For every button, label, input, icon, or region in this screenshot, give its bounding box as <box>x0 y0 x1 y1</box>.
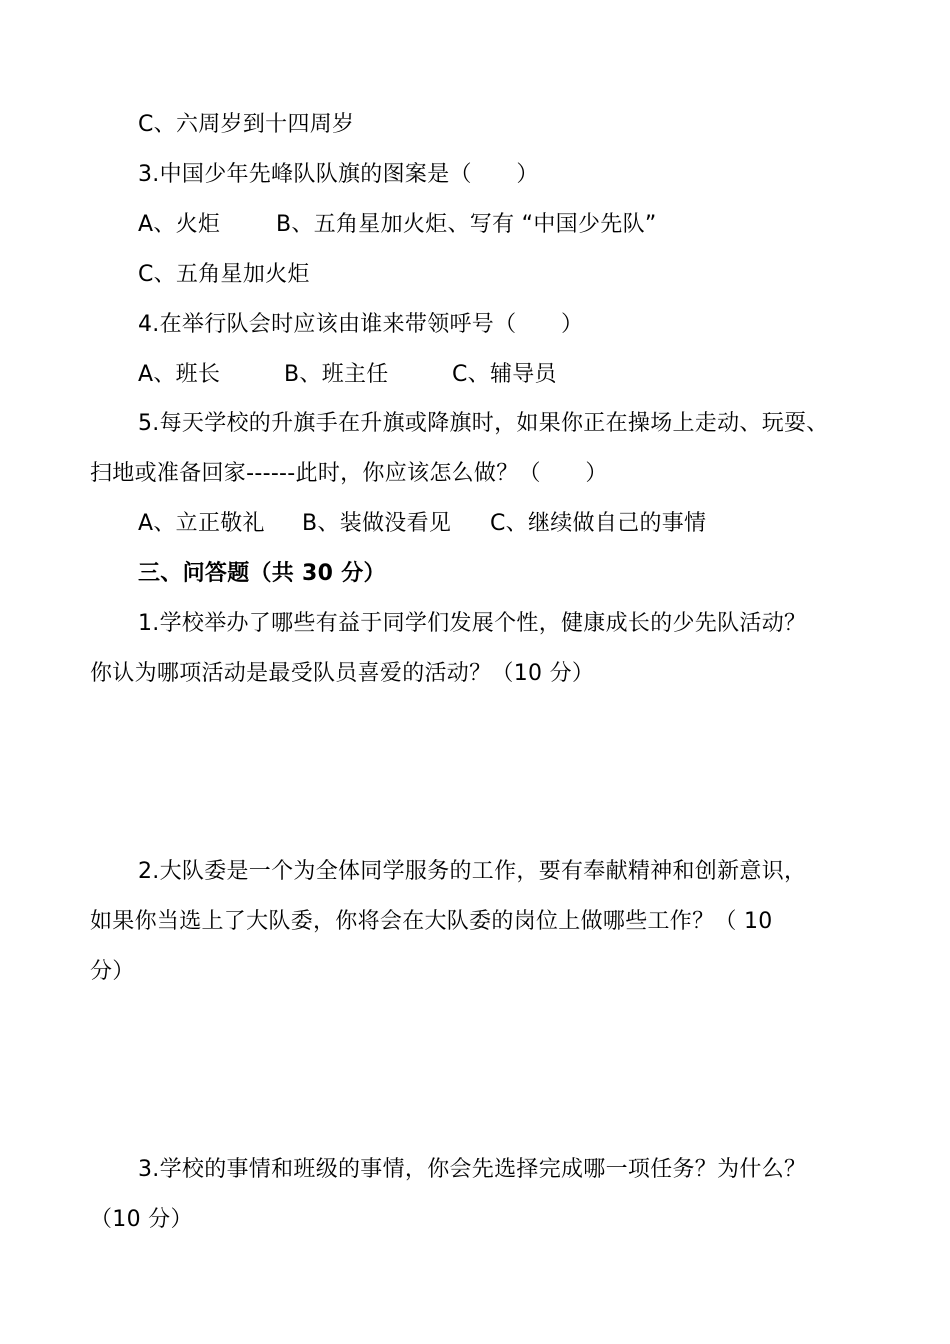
question-5-line-1: 5.每天学校的升旗手在升旗或降旗时，如果你正在操场上走动、玩耍、 <box>138 411 829 436</box>
essay-question-3-line-1: 3.学校的事情和班级的事情，你会先选择完成哪一项任务？为什么？ <box>138 1157 807 1182</box>
essay-question-1-line-2: 你认为哪项活动是最受队员喜爱的活动？（10 分） <box>90 661 595 686</box>
essay-question-2-line-2: 如果你当选上了大队委，你将会在大队委的岗位上做哪些工作？（ 10 <box>90 909 773 934</box>
question-4-option-c: C、辅导员 <box>452 362 557 387</box>
essay-question-1-line-1: 1.学校举办了哪些有益于同学们发展个性，健康成长的少先队活动？ <box>138 611 807 636</box>
question-3-option-b: B、五角星加火炬、写有 “中国少先队” <box>276 212 657 237</box>
question-5-option-a: A、立正敬礼 <box>138 511 265 536</box>
essay-question-3-line-2: （10 分） <box>90 1207 193 1232</box>
option-c-age-range: C、六周岁到十四周岁 <box>138 112 355 137</box>
question-4-option-b: B、班主任 <box>284 362 389 387</box>
question-4-option-a: A、班长 <box>138 362 221 387</box>
question-3-option-c: C、五角星加火炬 <box>138 262 310 287</box>
section-heading-essay: 三、问答题（共 30 分） <box>138 561 386 586</box>
question-5-option-c: C、继续做自己的事情 <box>490 511 707 536</box>
question-3-option-a: A、火炬 <box>138 212 221 237</box>
essay-question-2-line-1: 2.大队委是一个为全体同学服务的工作，要有奉献精神和创新意识， <box>138 859 807 884</box>
question-5-option-b: B、装做没看见 <box>302 511 452 536</box>
essay-question-2-line-3: 分） <box>90 959 135 984</box>
question-5-line-2: 扫地或准备回家------此时，你应该怎么做？（ ） <box>90 461 608 486</box>
question-3: 3.中国少年先峰队队旗的图案是（ ） <box>138 162 539 187</box>
question-4: 4.在举行队会时应该由谁来带领呼号（ ） <box>138 312 584 337</box>
